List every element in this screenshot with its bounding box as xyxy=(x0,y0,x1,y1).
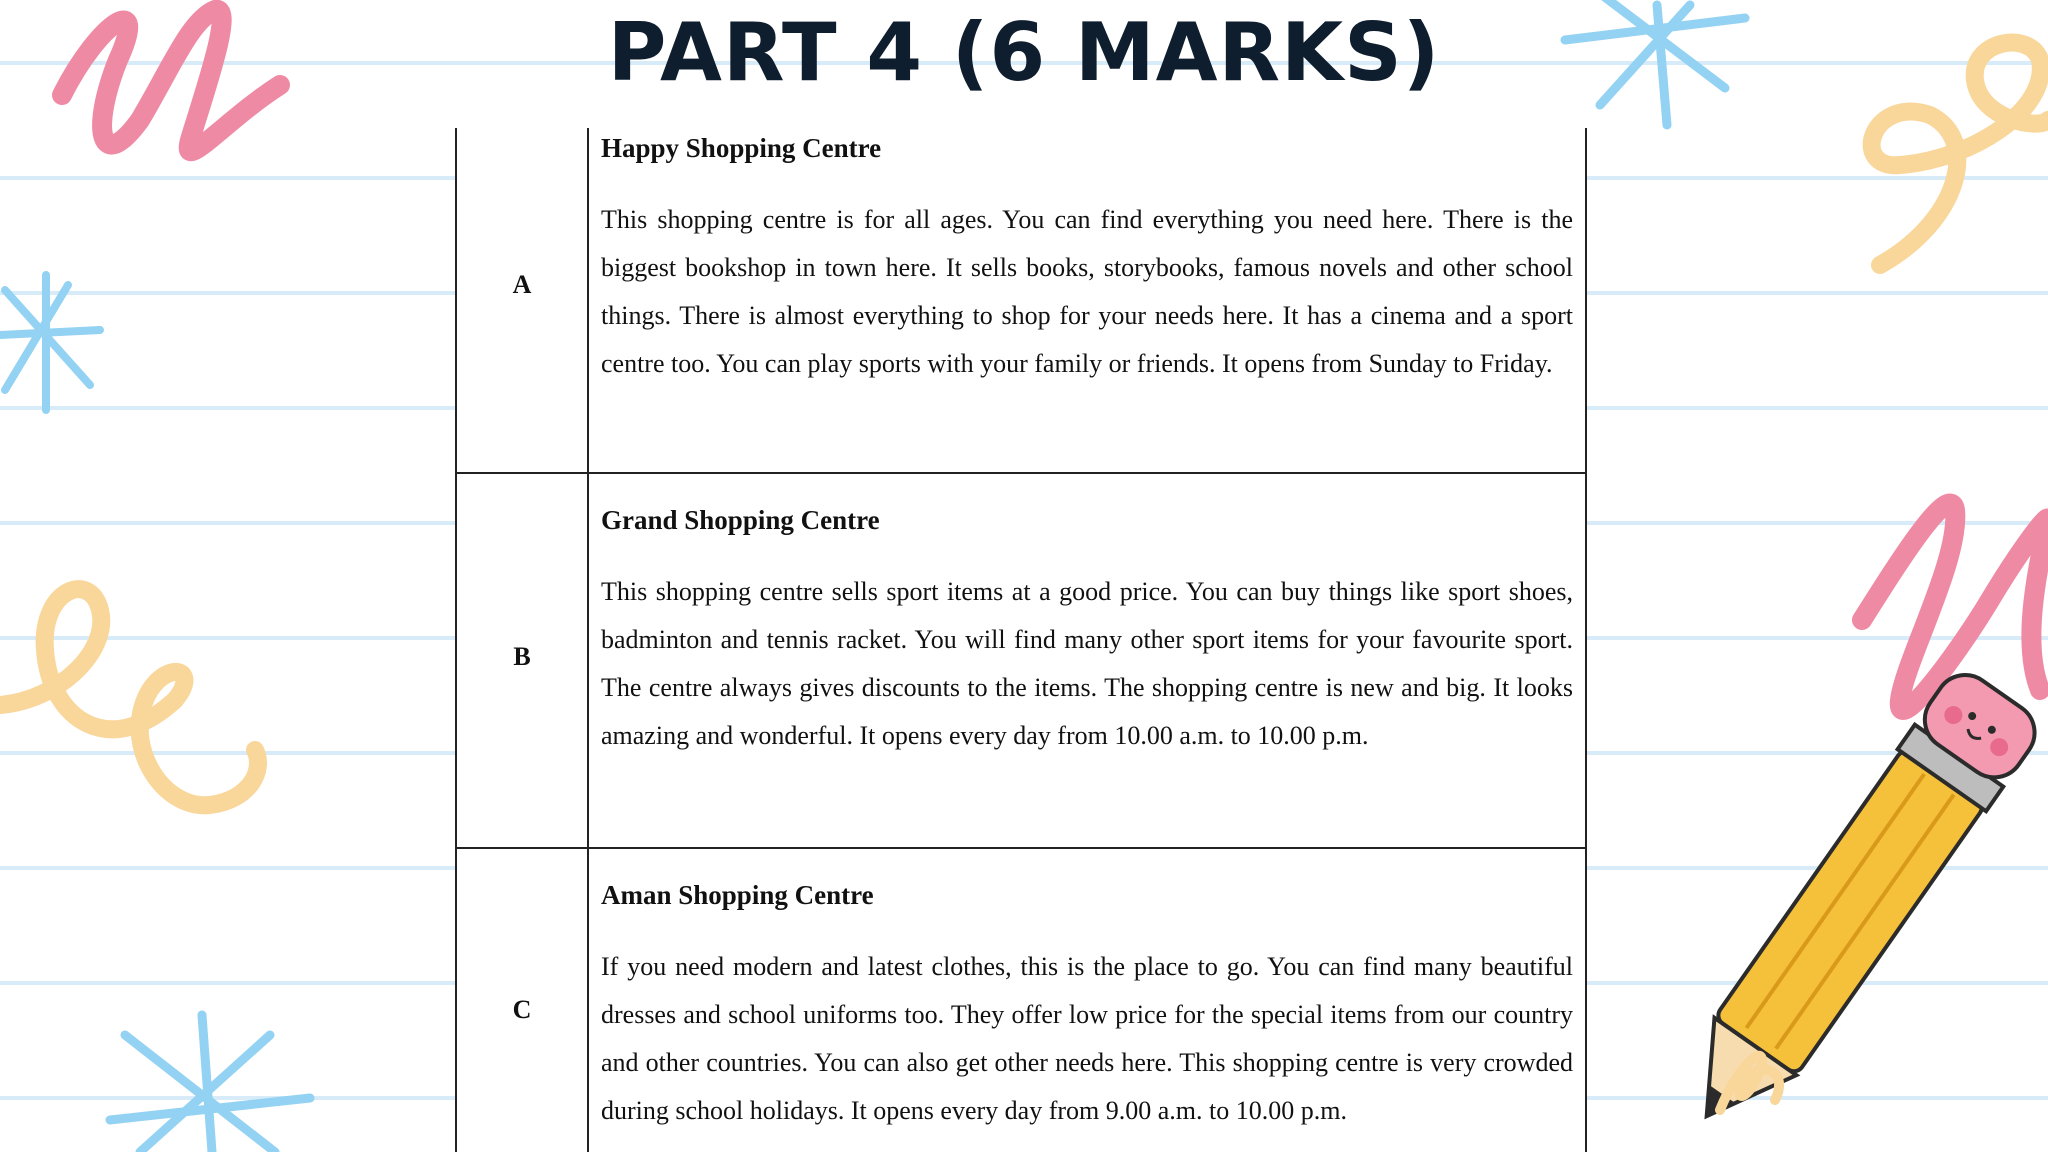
content-cell xyxy=(601,128,1573,388)
row-letter: C xyxy=(512,995,532,1024)
centre-description: This shopping centre is for all ages. You can find everything you need here. There is the biggest bookshop in town here. It sells books, storybooks, famous novels and other school things. There is almost everything to shop for your needs here. It has a cinema and a sport centre too. You can play sports with your family or friends. It opens from Sunday to Friday. xyxy=(601,205,1573,378)
content-cell xyxy=(601,474,1573,760)
content-cell xyxy=(601,849,1573,1135)
letter-cell xyxy=(457,474,589,847)
centre-description: This shopping centre sells sport items at a good price. You can buy things like sport shoes, badminton and tennis racket. You will find many other sport items for your favourite sport. The centre always gives discounts to the items. The shopping centre is new and big. It looks amazing and wonderful. It opens every day from 10.00 a.m. to 10.00 p.m. xyxy=(601,577,1573,750)
shopping-centres-table xyxy=(455,128,1587,1152)
table-row-a xyxy=(457,128,1585,474)
row-letter: A xyxy=(512,270,532,299)
page-title: PART 4 (6 MARKS) xyxy=(607,6,1441,99)
letter-cell xyxy=(457,849,589,1152)
centre-name: Happy Shopping Centre xyxy=(601,133,882,163)
table-row-c xyxy=(457,849,1585,1152)
row-letter: B xyxy=(513,642,531,671)
centre-name: Grand Shopping Centre xyxy=(601,505,880,535)
letter-cell xyxy=(457,128,589,472)
centre-description: If you need modern and latest clothes, this is the place to go. You can find many beautiful dresses and school uniforms too. They offer low price for the special items from our country and other countries. You can also get other needs here. This shopping centre is very crowded during school holidays. It opens every day from 9.00 a.m. to 10.00 p.m. xyxy=(601,952,1573,1125)
table-row-b xyxy=(457,474,1585,849)
centre-name: Aman Shopping Centre xyxy=(601,880,874,910)
